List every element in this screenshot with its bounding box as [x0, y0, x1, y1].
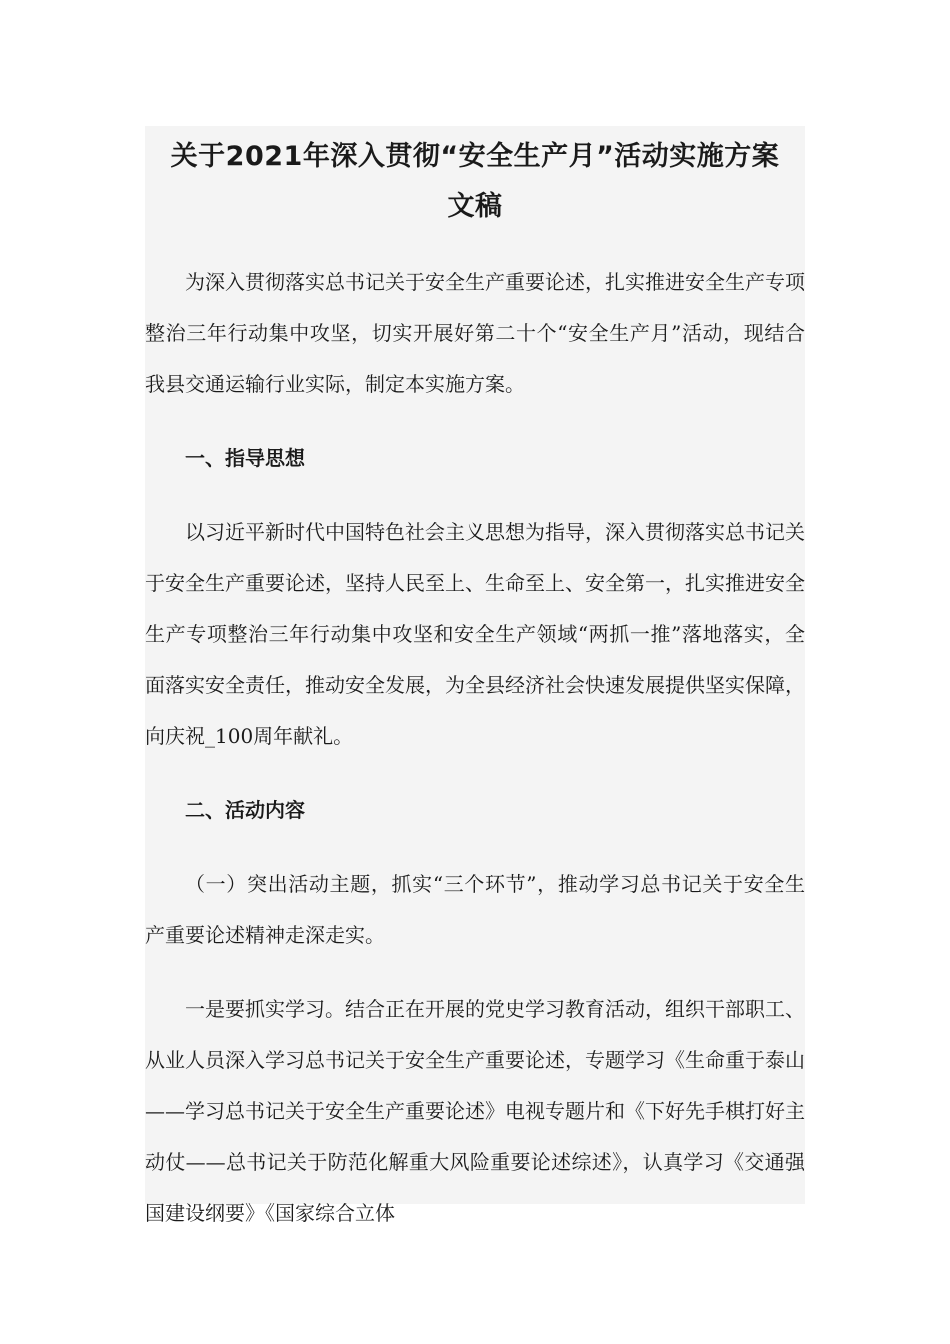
document-title	[145, 126, 805, 232]
activity-subsection-1: （一）突出活动主题，抓实“三个环节”，推动学习总书记关于安全生产重要论述精神走深走实。	[145, 872, 805, 947]
section-heading-guiding-ideology: 一、指导思想	[185, 446, 305, 470]
intro-paragraph: 为深入贯彻落实总书记关于安全生产重要论述，扎实推进安全生产专项整治三年行动集中攻坚，切实开展好第二十个“安全生产月”活动，现结合我县交通运输行业实际，制定本实施方案。	[145, 270, 805, 396]
document-body	[145, 257, 805, 1239]
document-page	[145, 126, 805, 1225]
guiding-ideology-paragraph: 以习近平新时代中国特色社会主义思想为指导，深入贯彻落实总书记关于安全生产重要论述，坚持人民至上、生命至上、安全第一，扎实推进安全生产专项整治三年行动集中攻坚和安全生产领域“两抓一推”落地落实，全面落实安全责任，推动安全发展，为全县经济社会快速发展提供坚实保障，向庆祝_100周年献礼。	[145, 520, 805, 748]
title-line-2: 文稿	[447, 191, 503, 222]
title-line-1: 关于2021年深入贯彻“安全生产月”活动实施方案	[170, 141, 780, 172]
activity-item-1-paragraph: 一是要抓实学习。结合正在开展的党史学习教育活动，组织干部职工、从业人员深入学习总书记关于安全生产重要论述，专题学习《生命重于泰山——学习总书记关于安全生产重要论述》电视专题片和《下好先手棋打好主动仗——总书记关于防范化解重大风险重要论述综述》，认真学习《交通强国建设纲要》《国家综合立体	[145, 997, 805, 1225]
section-heading-activity-content: 二、活动内容	[185, 798, 305, 822]
